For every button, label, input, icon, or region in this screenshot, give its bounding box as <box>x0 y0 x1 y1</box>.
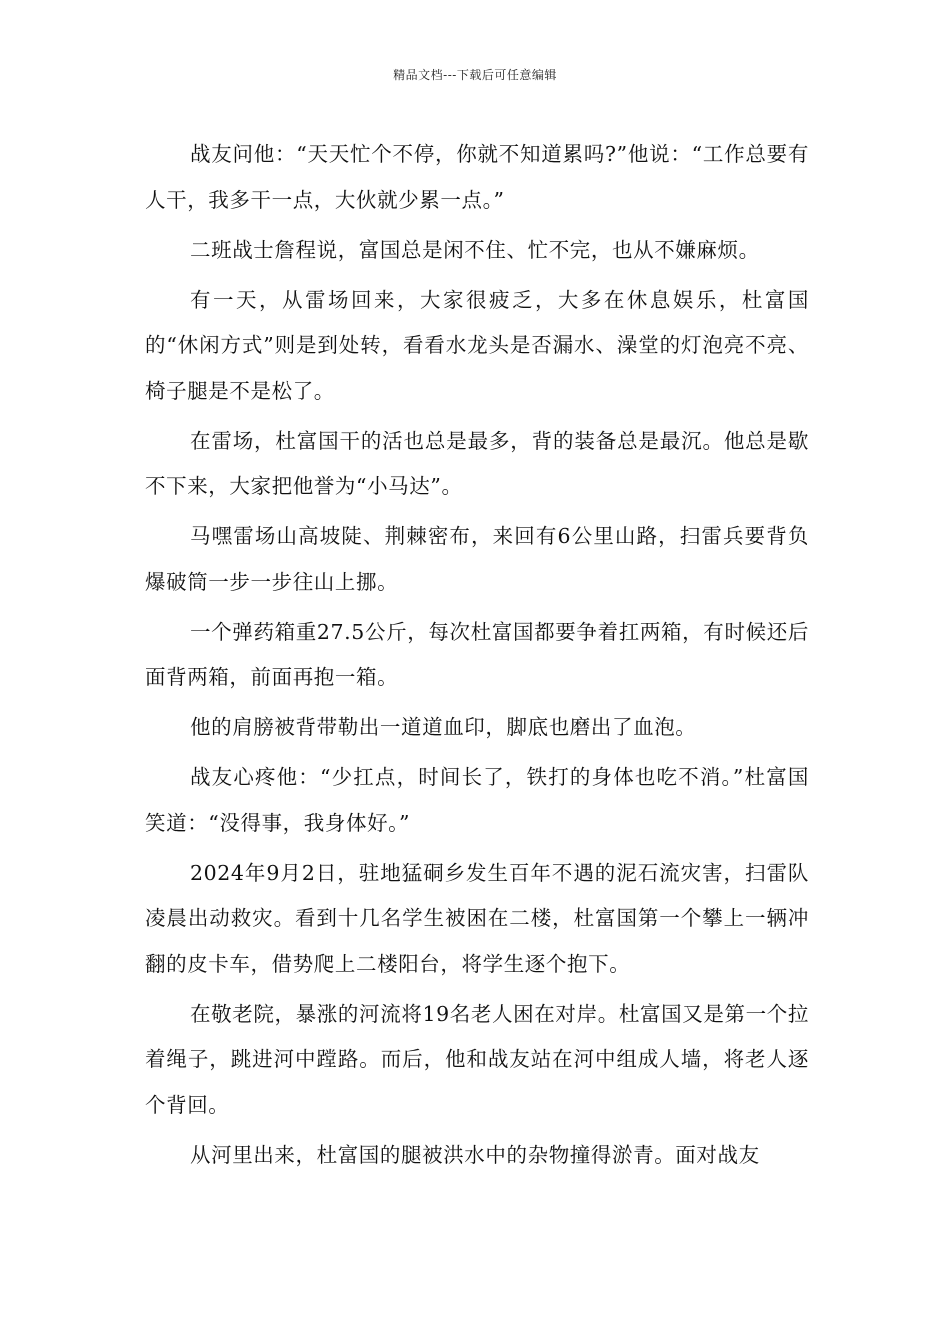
paragraph: 战友心疼他：“少扛点，时间长了，铁打的身体也吃不消。”杜富国笑道：“没得事，我身体好。” <box>145 765 809 835</box>
paragraph: 马嘿雷场山高坡陡、荆棘密布，来回有6公里山路，扫雷兵要背负爆破筒一步一步往山上挪。 <box>145 524 809 594</box>
paragraph: 在敬老院，暴涨的河流将19名老人困在对岸。杜富国又是第一个拉着绳子，跳进河中蹚路。而后，他和战友站在河中组成人墙，将老人逐个背回。 <box>145 1001 809 1117</box>
paragraph: 在雷场，杜富国干的活也总是最多，背的装备总是最沉。他总是歇不下来，大家把他誉为“小马达”。 <box>145 428 809 498</box>
paragraph: 有一天，从雷场回来，大家很疲乏，大多在休息娱乐，杜富国的“休闲方式”则是到处转，看看水龙头是否漏水、澡堂的灯泡亮不亮、椅子腿是不是松了。 <box>145 287 809 403</box>
paragraph: 战友问他：“天天忙个不停，你就不知道累吗?”他说：“工作总要有人干，我多干一点，大伙就少累一点。” <box>145 142 809 212</box>
paragraph: 一个弹药箱重27.5公斤，每次杜富国都要争着扛两箱，有时候还后面背两箱，前面再抱一箱。 <box>145 619 809 689</box>
paragraph: 他的肩膀被背带勒出一道道血印，脚底也磨出了血泡。 <box>190 715 697 739</box>
paragraph: 从河里出来，杜富国的腿被洪水中的杂物撞得淤青。面对战友 <box>190 1142 760 1167</box>
article-body <box>145 132 809 1183</box>
paragraph: 2024年9月2日，驻地猛硐乡发生百年不遇的泥石流灾害，扫雷队凌晨出动救灾。看到十几名学生被困在二楼，杜富国第一个攀上一辆冲翻的皮卡车，借势爬上二楼阳台，将学生逐个抱下。 <box>145 860 809 976</box>
paragraph: 二班战士詹程说，富国总是闲不住、忙不完，也从不嫌麻烦。 <box>190 237 760 262</box>
page-header: 精品文档---下载后可任意编辑 <box>393 68 557 82</box>
